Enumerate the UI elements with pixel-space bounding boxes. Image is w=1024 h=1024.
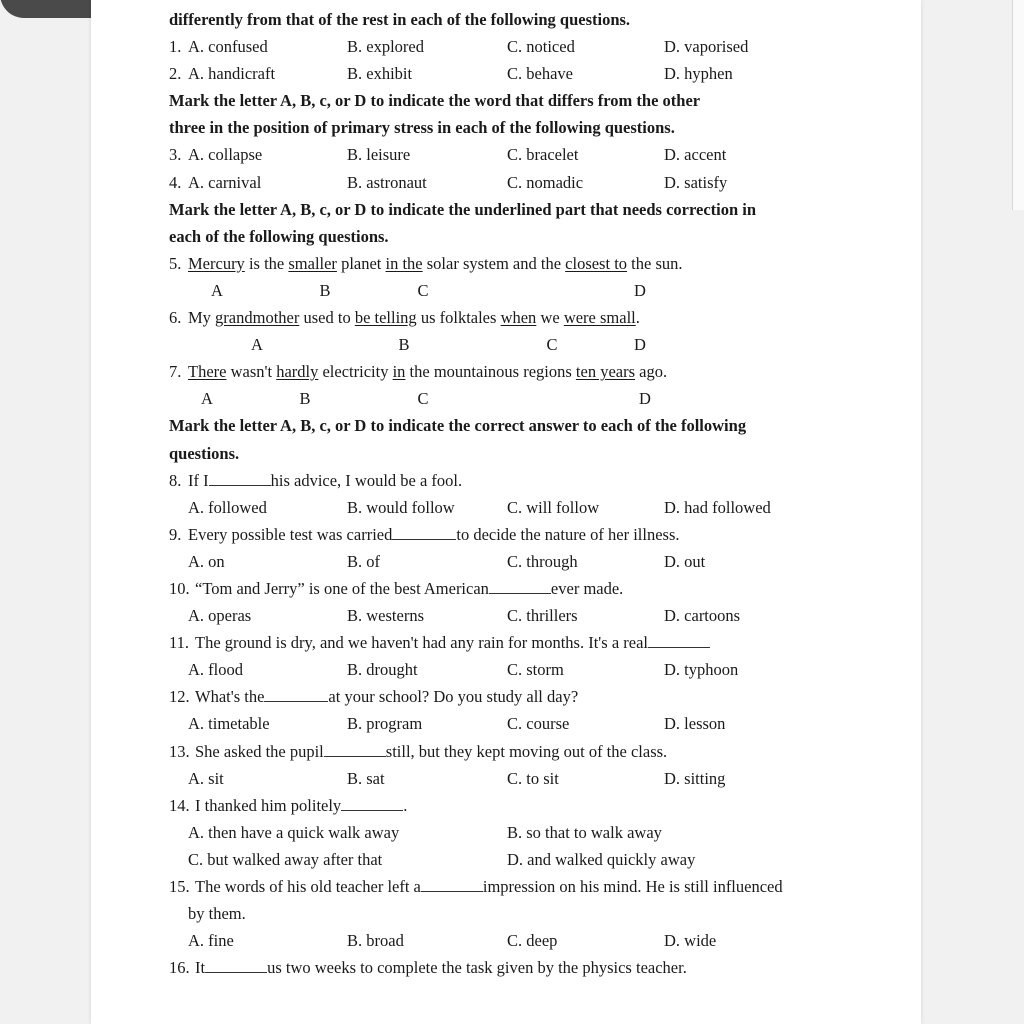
option-d: D. typhoon xyxy=(664,660,739,680)
option-a: A. flood xyxy=(188,660,243,680)
question-16 xyxy=(169,954,869,981)
answer-blank xyxy=(324,742,386,757)
section-instruction-2-line-1: Mark the letter A, B, c, or D to indicate the word that differs from the other xyxy=(169,91,701,111)
question-7-letters xyxy=(169,385,869,412)
option-d: D. lesson xyxy=(664,714,726,734)
question-number: 7. xyxy=(169,362,182,382)
question-8 xyxy=(169,467,869,494)
option-c: C. storm xyxy=(507,660,564,680)
section-instruction-3-line-1: Mark the letter A, B, c, or D to indicate the underlined part that needs correction in xyxy=(169,199,757,219)
question-12-options xyxy=(169,710,869,737)
question-15-options xyxy=(169,927,869,954)
letter-b: B xyxy=(319,280,331,300)
answer-blank xyxy=(648,633,710,648)
question-5-letters xyxy=(169,277,869,304)
question-14-options-ab xyxy=(169,819,869,846)
option-d: D. wide xyxy=(664,931,717,951)
option-a: A. sit xyxy=(188,768,224,788)
question-number: 10. xyxy=(169,578,190,598)
question-6 xyxy=(169,304,869,331)
option-c: C. deep xyxy=(507,931,558,951)
option-b: B. sat xyxy=(347,768,385,788)
option-b: B. westerns xyxy=(347,606,424,626)
letter-d: D xyxy=(639,389,651,409)
option-c: C. behave xyxy=(507,64,573,84)
question-9 xyxy=(169,521,869,548)
option-d: D. had followed xyxy=(664,497,771,517)
option-c: C. will follow xyxy=(507,497,600,517)
question-10-options xyxy=(169,602,869,629)
question-text: “Tom and Jerry” is one of the best American ever made. xyxy=(195,578,624,598)
question-15-continuation xyxy=(169,900,869,927)
section-instruction-3-line-2: each of the following questions. xyxy=(169,226,389,246)
section-instruction-4-line-1: Mark the letter A, B, c, or D to indicate the correct answer to each of the following xyxy=(169,416,747,436)
option-d: D. sitting xyxy=(664,768,726,788)
answer-blank xyxy=(341,796,403,811)
option-b: B. program xyxy=(347,714,423,734)
option-b: B. leisure xyxy=(347,145,411,165)
option-b: B. so that to walk away xyxy=(507,822,662,842)
question-9-options xyxy=(169,548,869,575)
option-a: A. on xyxy=(188,551,225,571)
question-text: She asked the pupil still, but they kept moving out of the class. xyxy=(195,741,668,761)
question-number: 6. xyxy=(169,308,182,328)
option-a: A. operas xyxy=(188,606,252,626)
answer-blank xyxy=(205,958,267,973)
letter-d: D xyxy=(634,335,646,355)
letter-c: C xyxy=(417,280,429,300)
question-number: 12. xyxy=(169,687,190,707)
question-number: 1. xyxy=(169,37,182,57)
question-number: 14. xyxy=(169,795,190,815)
option-b: B. explored xyxy=(347,37,424,57)
question-text: There wasn't hardly electricity in the mountainous regions ten years ago. xyxy=(188,362,668,382)
question-5 xyxy=(169,250,869,277)
question-7 xyxy=(169,358,869,385)
question-14-options-cd xyxy=(169,846,869,873)
question-11 xyxy=(169,629,869,656)
letter-b: B xyxy=(398,335,410,355)
question-15 xyxy=(169,873,869,900)
question-12 xyxy=(169,683,869,710)
option-a: A. followed xyxy=(188,497,267,517)
question-10 xyxy=(169,575,869,602)
letter-c: C xyxy=(417,389,429,409)
option-c: C. through xyxy=(507,551,578,571)
question-1 xyxy=(169,33,869,60)
option-c: C. to sit xyxy=(507,768,559,788)
option-b: B. drought xyxy=(347,660,418,680)
question-number: 2. xyxy=(169,64,182,84)
letter-a: A xyxy=(201,389,213,409)
answer-blank xyxy=(489,579,551,594)
letter-a: A xyxy=(211,280,223,300)
option-b: B. would follow xyxy=(347,497,455,517)
question-number: 9. xyxy=(169,524,182,544)
question-number: 15. xyxy=(169,877,190,896)
adjacent-page-edge xyxy=(1012,0,1024,210)
letter-b: B xyxy=(299,389,311,409)
question-number: 13. xyxy=(169,741,190,761)
question-13 xyxy=(169,738,869,765)
option-a: A. then have a quick walk away xyxy=(188,822,400,842)
worksheet-content xyxy=(169,6,869,981)
letter-d: D xyxy=(634,280,646,300)
question-text: My grandmother used to be telling us folktales when we were small. xyxy=(188,308,640,328)
question-number: 4. xyxy=(169,172,182,192)
section-instruction-4-line-2: questions. xyxy=(169,443,240,463)
answer-blank xyxy=(421,877,483,892)
question-2 xyxy=(169,60,869,87)
question-6-letters xyxy=(169,331,869,358)
option-c: C. nomadic xyxy=(507,172,584,192)
answer-blank xyxy=(392,525,456,540)
option-a: A. handicraft xyxy=(188,64,276,84)
question-text: If I his advice, I would be a fool. xyxy=(188,470,463,490)
option-b: B. of xyxy=(347,551,380,571)
question-text: Mercury is the smaller planet in the solar system and the closest to the sun. xyxy=(188,253,683,273)
question-8-options xyxy=(169,494,869,521)
question-11-options xyxy=(169,656,869,683)
option-d: D. hyphen xyxy=(664,64,733,84)
option-a: A. confused xyxy=(188,37,268,57)
question-14 xyxy=(169,792,869,819)
option-d: D. satisfy xyxy=(664,172,728,192)
question-number: 16. xyxy=(169,958,190,978)
question-text-continued: by them. xyxy=(188,904,246,924)
option-a: A. fine xyxy=(188,931,234,951)
question-text: It us two weeks to complete the task given by the physics teacher. xyxy=(195,958,687,978)
document-page xyxy=(91,0,921,1024)
question-number: 5. xyxy=(169,253,182,273)
option-c: C. but walked away after that xyxy=(188,849,383,869)
question-text: The ground is dry, and we haven't had any rain for months. It's a real xyxy=(195,629,710,656)
option-a: A. timetable xyxy=(188,714,270,734)
question-number: 8. xyxy=(169,470,182,490)
question-text: The words of his old teacher left a impression on his mind. He is still influenced xyxy=(195,877,783,896)
option-c: C. noticed xyxy=(507,37,575,57)
option-d: D. cartoons xyxy=(664,606,741,626)
option-b: B. broad xyxy=(347,931,404,951)
section-instruction-2-line-2: three in the position of primary stress in each of the following questions. xyxy=(169,118,675,138)
letter-a: A xyxy=(251,335,263,355)
letter-c: C xyxy=(546,335,558,355)
option-a: A. carnival xyxy=(188,172,262,192)
question-text: I thanked him politely . xyxy=(195,795,408,815)
question-3 xyxy=(169,141,869,168)
option-c: C. bracelet xyxy=(507,145,579,165)
question-text: What's the at your school? Do you study all day? xyxy=(195,687,579,707)
option-c: C. course xyxy=(507,714,570,734)
question-number: 3. xyxy=(169,145,182,165)
option-d: D. out xyxy=(664,551,706,571)
option-b: B. exhibit xyxy=(347,64,413,84)
question-number: 11. xyxy=(169,633,190,653)
option-d: D. vaporised xyxy=(664,37,749,57)
option-d: D. accent xyxy=(664,145,727,165)
answer-blank xyxy=(209,471,271,486)
answer-blank xyxy=(264,687,328,702)
question-13-options xyxy=(169,765,869,792)
option-d: D. and walked quickly away xyxy=(507,849,696,869)
question-text: Every possible test was carried to decide the nature of her illness. xyxy=(188,524,680,544)
option-a: A. collapse xyxy=(188,145,263,165)
option-b: B. astronaut xyxy=(347,172,427,192)
section-instruction-1: differently from that of the rest in each of the following questions. xyxy=(169,10,631,29)
question-4 xyxy=(169,169,869,196)
option-c: C. thrillers xyxy=(507,606,578,626)
